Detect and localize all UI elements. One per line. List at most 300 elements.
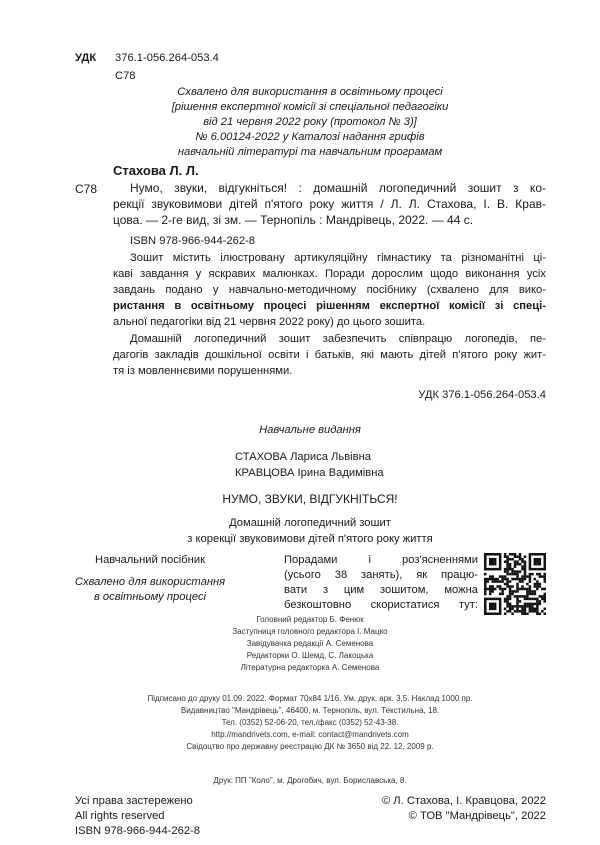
qr-module — [519, 580, 522, 583]
qr-module — [509, 605, 512, 608]
qr-module — [531, 608, 534, 611]
qr-module — [534, 598, 537, 601]
qr-module — [491, 608, 494, 611]
qr-module — [544, 613, 546, 615]
qr-module — [529, 568, 532, 571]
credit-line: Заступниця головного редактора І. Мацко — [232, 627, 388, 636]
qr-module — [529, 558, 532, 561]
isbn-line: ISBN 978-966-944-262-8 — [130, 235, 256, 247]
qr-module — [524, 578, 527, 581]
qr-module — [499, 568, 502, 571]
qr-module — [506, 610, 509, 613]
qr-module — [544, 600, 546, 603]
edition-type: Навчальне видання — [259, 424, 361, 436]
qr-module — [501, 578, 504, 581]
qr-module — [514, 565, 517, 568]
qr-module — [496, 613, 499, 615]
qr-module — [484, 590, 487, 593]
qr-module — [484, 560, 487, 563]
qr-module — [499, 553, 502, 556]
rights-line: ISBN 978-966-944-262-8 — [75, 825, 201, 837]
qr-module — [516, 575, 519, 578]
qr-module — [524, 560, 527, 563]
qr-module — [514, 560, 517, 563]
qr-module — [544, 595, 546, 598]
credit-line: Завідувачка редакції А. Семенова — [246, 639, 374, 648]
qr-module — [544, 553, 546, 556]
qr-module — [534, 553, 537, 556]
qr-module — [491, 560, 494, 563]
qr-module — [484, 585, 487, 588]
qr-module — [519, 595, 522, 598]
qr-module — [529, 575, 532, 578]
book-title: НУМО, ЗВУКИ, ВІДГУКНІТЬСЯ! — [222, 492, 398, 506]
qr-module — [486, 568, 489, 571]
copyright-line: © ТОВ "Мандрівець", 2022 — [408, 810, 546, 822]
qr-module — [539, 568, 542, 571]
qr-module — [506, 580, 509, 583]
qr-module — [484, 593, 487, 596]
manual-title: Навчальний посібник — [94, 554, 206, 566]
qr-module — [541, 610, 544, 613]
qr-module — [544, 558, 546, 561]
qr-module — [509, 573, 512, 576]
qr-module — [484, 573, 487, 576]
qr-module — [544, 573, 546, 576]
qr-module — [489, 578, 492, 581]
print-line: Видавництво "Мандрівець", 46400, м. Тернопіль, вул. Текстильна, 18. — [180, 706, 440, 715]
qr-module — [544, 563, 546, 566]
qr-module — [486, 578, 489, 581]
qr-module — [506, 583, 509, 586]
qr-module — [536, 573, 539, 576]
qr-module — [499, 585, 502, 588]
qr-module — [499, 588, 502, 591]
qr-module — [506, 600, 509, 603]
qr-module — [531, 605, 534, 608]
qr-module — [534, 608, 537, 611]
qr-module — [524, 573, 527, 576]
qr-module — [504, 553, 507, 556]
qr-module — [514, 555, 517, 558]
qr-module — [526, 605, 529, 608]
qr-module — [514, 553, 517, 556]
qr-module — [501, 580, 504, 583]
qr-module — [534, 558, 537, 561]
qr-module — [529, 605, 532, 608]
qr-module — [516, 585, 519, 588]
qr-module — [494, 608, 497, 611]
qr-module — [534, 583, 537, 586]
qr-module — [516, 605, 519, 608]
qr-module — [521, 560, 524, 563]
qr-module — [491, 598, 494, 601]
rights-line: All rights reserved — [75, 810, 165, 822]
qr-module — [499, 603, 502, 606]
qr-note-line: безкоштовно скористатися тут: — [284, 599, 478, 611]
qr-module — [511, 608, 514, 611]
qr-module — [536, 610, 539, 613]
qr-module — [506, 595, 509, 598]
qr-module — [499, 605, 502, 608]
qr-module — [484, 598, 487, 601]
qr-module — [536, 553, 539, 556]
qr-module — [506, 565, 509, 568]
qr-module — [521, 595, 524, 598]
annotation-line: Зошит містить ілюстровану артикуляційну гімнастику та різноманітні ці- — [130, 252, 546, 264]
qr-module — [539, 573, 542, 576]
qr-module — [484, 588, 487, 591]
qr-module — [529, 553, 532, 556]
qr-module — [516, 560, 519, 563]
qr-module — [511, 578, 514, 581]
qr-module — [509, 558, 512, 561]
qr-module — [534, 593, 537, 596]
qr-module — [494, 588, 497, 591]
qr-module — [531, 603, 534, 606]
qr-module — [544, 575, 546, 578]
qr-module — [529, 580, 532, 583]
qr-module — [539, 600, 542, 603]
qr-module — [534, 578, 537, 581]
qr-module — [504, 575, 507, 578]
annotation-line: альної педагогіки від 21 червня 2022 року) до цього зошита. — [113, 316, 426, 328]
qr-module — [534, 560, 537, 563]
qr-module — [534, 590, 537, 593]
qr-module — [516, 583, 519, 586]
qr-module — [534, 563, 537, 566]
qr-module — [521, 588, 524, 591]
qr-module — [504, 613, 507, 615]
manual-approval: в освітньому процесі — [93, 591, 207, 603]
annotation-line: ристання в освітньому процесі рішенням експертної комісії зі спеці- — [113, 300, 546, 312]
approval-line: навчальній літературі та навчальним програмам — [177, 146, 443, 158]
qr-module — [509, 568, 512, 571]
qr-module — [516, 573, 519, 576]
annotation-line: завдань подано у навчально-методичному посібнику (схвалено для вико- — [113, 284, 546, 296]
qr-module — [489, 598, 492, 601]
qr-module — [531, 553, 534, 556]
credit-line: Літературна редакторка А. Семенова — [240, 663, 380, 672]
qr-module — [499, 558, 502, 561]
qr-module — [501, 593, 504, 596]
qr-module — [494, 558, 497, 561]
qr-module — [516, 590, 519, 593]
qr-module — [536, 563, 539, 566]
qr-module — [524, 575, 527, 578]
qr-module — [526, 588, 529, 591]
qr-module — [504, 600, 507, 603]
qr-module — [516, 555, 519, 558]
qr-module — [511, 590, 514, 593]
qr-module — [509, 580, 512, 583]
printer: Друк: ПП "Коло", м. Дрогобич, вул. Бориславська, 8. — [213, 776, 407, 785]
qr-module — [491, 553, 494, 556]
qr-module — [536, 605, 539, 608]
qr-module — [506, 573, 509, 576]
qr-module — [544, 598, 546, 601]
qr-module — [489, 563, 492, 566]
annotation-line: Домашній логопедичний зошит забезпечить співпрацю логопедів, пе- — [130, 333, 546, 345]
qr-module — [539, 560, 542, 563]
qr-module — [504, 608, 507, 611]
approval-line: № 6.00124-2022 у Каталозі надання грифів — [195, 131, 425, 143]
qr-module — [504, 560, 507, 563]
qr-module — [491, 603, 494, 606]
qr-module — [509, 608, 512, 611]
qr-module — [536, 600, 539, 603]
qr-module — [506, 598, 509, 601]
qr-module — [506, 605, 509, 608]
qr-module — [516, 603, 519, 606]
qr-module — [541, 595, 544, 598]
qr-module — [529, 565, 532, 568]
qr-module — [484, 613, 487, 615]
qr-module — [519, 555, 522, 558]
qr-module — [536, 558, 539, 561]
qr-module — [541, 568, 544, 571]
qr-module — [494, 613, 497, 615]
qr-module — [539, 558, 542, 561]
qr-module — [529, 593, 532, 596]
qr-module — [539, 585, 542, 588]
qr-note-line: вати з цим зошитом, можна — [284, 584, 478, 596]
qr-module — [484, 605, 487, 608]
print-line: Тел. (0352) 52-06-20, тел./факс (0352) 52-43-38. — [221, 718, 399, 727]
qr-module — [521, 575, 524, 578]
qr-module — [509, 565, 512, 568]
qr-module — [509, 585, 512, 588]
qr-module — [519, 570, 522, 573]
qr-module — [524, 610, 527, 613]
qr-module — [544, 578, 546, 581]
qr-module — [491, 558, 494, 561]
qr-module — [524, 568, 527, 571]
qr-module — [506, 603, 509, 606]
qr-module — [506, 585, 509, 588]
bib-line: рекції звуковимови дітей п'ятого року життя / Л. Л. Стахова, І. В. Крав- — [113, 197, 546, 211]
approval-line: [рішення експертної комісії зі спеціальної педагогіки — [171, 101, 449, 113]
qr-module — [526, 613, 529, 615]
qr-module — [491, 585, 494, 588]
qr-module — [494, 578, 497, 581]
qr-module — [516, 600, 519, 603]
qr-module — [489, 590, 492, 593]
qr-module — [499, 563, 502, 566]
qr-module — [524, 570, 527, 573]
annotation-line: дагогів закладів дошкільної освіти і батьків, які мають дітей п'ятого року жит- — [113, 349, 546, 361]
qr-module — [544, 565, 546, 568]
qr-module — [496, 578, 499, 581]
qr-module — [489, 608, 492, 611]
qr-module — [499, 575, 502, 578]
udk-code: 376.1-056.264-053.4 — [115, 52, 219, 64]
qr-module — [496, 568, 499, 571]
qr-module — [489, 605, 492, 608]
bib-line: Нумо, звуки, відгукніться! : домашній логопедичний зошит з ко- — [130, 181, 546, 195]
qr-module — [531, 598, 534, 601]
qr-module — [521, 608, 524, 611]
qr-module — [511, 558, 514, 561]
qr-module — [516, 563, 519, 566]
credit-line: Редакторки О. Шемд, С. Лакоцька — [246, 651, 374, 660]
qr-module — [511, 605, 514, 608]
qr-module — [521, 605, 524, 608]
udk-label: УДК — [75, 52, 97, 64]
qr-module — [511, 613, 514, 615]
qr-module — [511, 573, 514, 576]
qr-module — [486, 613, 489, 615]
qr-module — [491, 563, 494, 566]
qr-module — [529, 560, 532, 563]
qr-module — [514, 570, 517, 573]
qr-module — [534, 585, 537, 588]
qr-module — [531, 590, 534, 593]
qr-module — [486, 580, 489, 583]
qr-module — [506, 578, 509, 581]
qr-module — [496, 553, 499, 556]
qr-module — [526, 598, 529, 601]
qr-module — [516, 588, 519, 591]
qr-module — [499, 593, 502, 596]
qr-module — [491, 568, 494, 571]
qr-module — [531, 593, 534, 596]
qr-module — [529, 603, 532, 606]
qr-module — [514, 595, 517, 598]
qr-module — [491, 580, 494, 583]
qr-module — [509, 563, 512, 566]
print-line: Підписано до друку 01.09. 2022. Формат 70х84 1/16. Ум. друк. арк. 3,5. Наклад 1000 пр. — [147, 694, 473, 703]
qr-module — [484, 563, 487, 566]
qr-module — [484, 608, 487, 611]
qr-module — [484, 603, 487, 606]
qr-module — [511, 568, 514, 571]
qr-module — [524, 598, 527, 601]
qr-module — [521, 580, 524, 583]
qr-module — [514, 590, 517, 593]
qr-module — [484, 580, 487, 583]
qr-module — [496, 585, 499, 588]
qr-module — [524, 608, 527, 611]
qr-module — [536, 560, 539, 563]
qr-module — [506, 568, 509, 571]
qr-module — [509, 595, 512, 598]
subtitle-line: Домашній логопедичний зошит — [229, 517, 391, 529]
qr-module — [539, 583, 542, 586]
print-line: Свідоцтво про державну реєстрацію ДК № 3650 від 22. 12. 2009 р. — [186, 742, 434, 751]
qr-module — [539, 603, 542, 606]
qr-module — [536, 588, 539, 591]
qr-module — [509, 593, 512, 596]
qr-module — [529, 578, 532, 581]
qr-module — [506, 558, 509, 561]
qr-module — [536, 613, 539, 615]
qr-module — [521, 568, 524, 571]
qr-module — [514, 563, 517, 566]
qr-module — [524, 563, 527, 566]
qr-module — [544, 588, 546, 591]
qr-module — [529, 590, 532, 593]
qr-module — [519, 578, 522, 581]
qr-module — [491, 605, 494, 608]
qr-module — [529, 598, 532, 601]
qr-module — [519, 553, 522, 556]
qr-module — [509, 598, 512, 601]
qr-module — [484, 578, 487, 581]
qr-module — [539, 563, 542, 566]
qr-module — [509, 610, 512, 613]
qr-module — [494, 605, 497, 608]
qr-module — [536, 598, 539, 601]
qr-module — [529, 573, 532, 576]
qr-module — [526, 583, 529, 586]
qr-module — [509, 588, 512, 591]
author-mark: С78 — [115, 70, 136, 82]
qr-module — [484, 558, 487, 561]
annotation-line: каві завдання у яскравих малюнках. Поради дорослим щодо виконання усіх — [113, 268, 546, 280]
qr-module — [484, 568, 487, 571]
qr-module — [521, 613, 524, 615]
qr-module — [541, 553, 544, 556]
qr-module — [496, 580, 499, 583]
qr-module — [524, 588, 527, 591]
qr-module — [504, 568, 507, 571]
qr-code[interactable] — [484, 553, 546, 615]
qr-module — [526, 593, 529, 596]
qr-module — [509, 603, 512, 606]
qr-module — [509, 590, 512, 593]
qr-module — [489, 560, 492, 563]
approval-line: від 21 червня 2022 року (протокол № 3)] — [203, 116, 417, 128]
qr-module — [491, 588, 494, 591]
qr-module — [531, 573, 534, 576]
qr-module — [519, 610, 522, 613]
qr-module — [526, 603, 529, 606]
qr-module — [514, 578, 517, 581]
qr-module — [536, 603, 539, 606]
qr-module — [484, 565, 487, 568]
qr-module — [494, 560, 497, 563]
qr-module — [519, 605, 522, 608]
qr-module — [539, 553, 542, 556]
bib-line: цова. — 2-ге вид, зі зм. — Тернопіль : Мандрівець, 2022. — 44 с. — [113, 213, 474, 227]
qr-module — [541, 575, 544, 578]
qr-module — [529, 608, 532, 611]
qr-module — [484, 555, 487, 558]
qr-module — [524, 613, 527, 615]
qr-module — [539, 613, 542, 615]
copyright-line: © Л. Стахова, І. Кравцова, 2022 — [381, 795, 546, 807]
rights-line: Усі права застережено — [75, 795, 193, 807]
qr-module — [494, 603, 497, 606]
qr-module — [499, 600, 502, 603]
approval-line: Схвалено для використання в освітньому процесі — [177, 86, 443, 98]
qr-module — [529, 585, 532, 588]
qr-module — [486, 553, 489, 556]
qr-module — [521, 585, 524, 588]
qr-module — [489, 613, 492, 615]
qr-module — [534, 568, 537, 571]
qr-module — [491, 578, 494, 581]
qr-module — [544, 593, 546, 596]
qr-module — [514, 610, 517, 613]
qr-module — [511, 570, 514, 573]
qr-module — [501, 588, 504, 591]
qr-module — [526, 575, 529, 578]
qr-note-line: Порадами і роз'ясненнями — [284, 554, 478, 566]
qr-module — [499, 610, 502, 613]
qr-module — [511, 593, 514, 596]
